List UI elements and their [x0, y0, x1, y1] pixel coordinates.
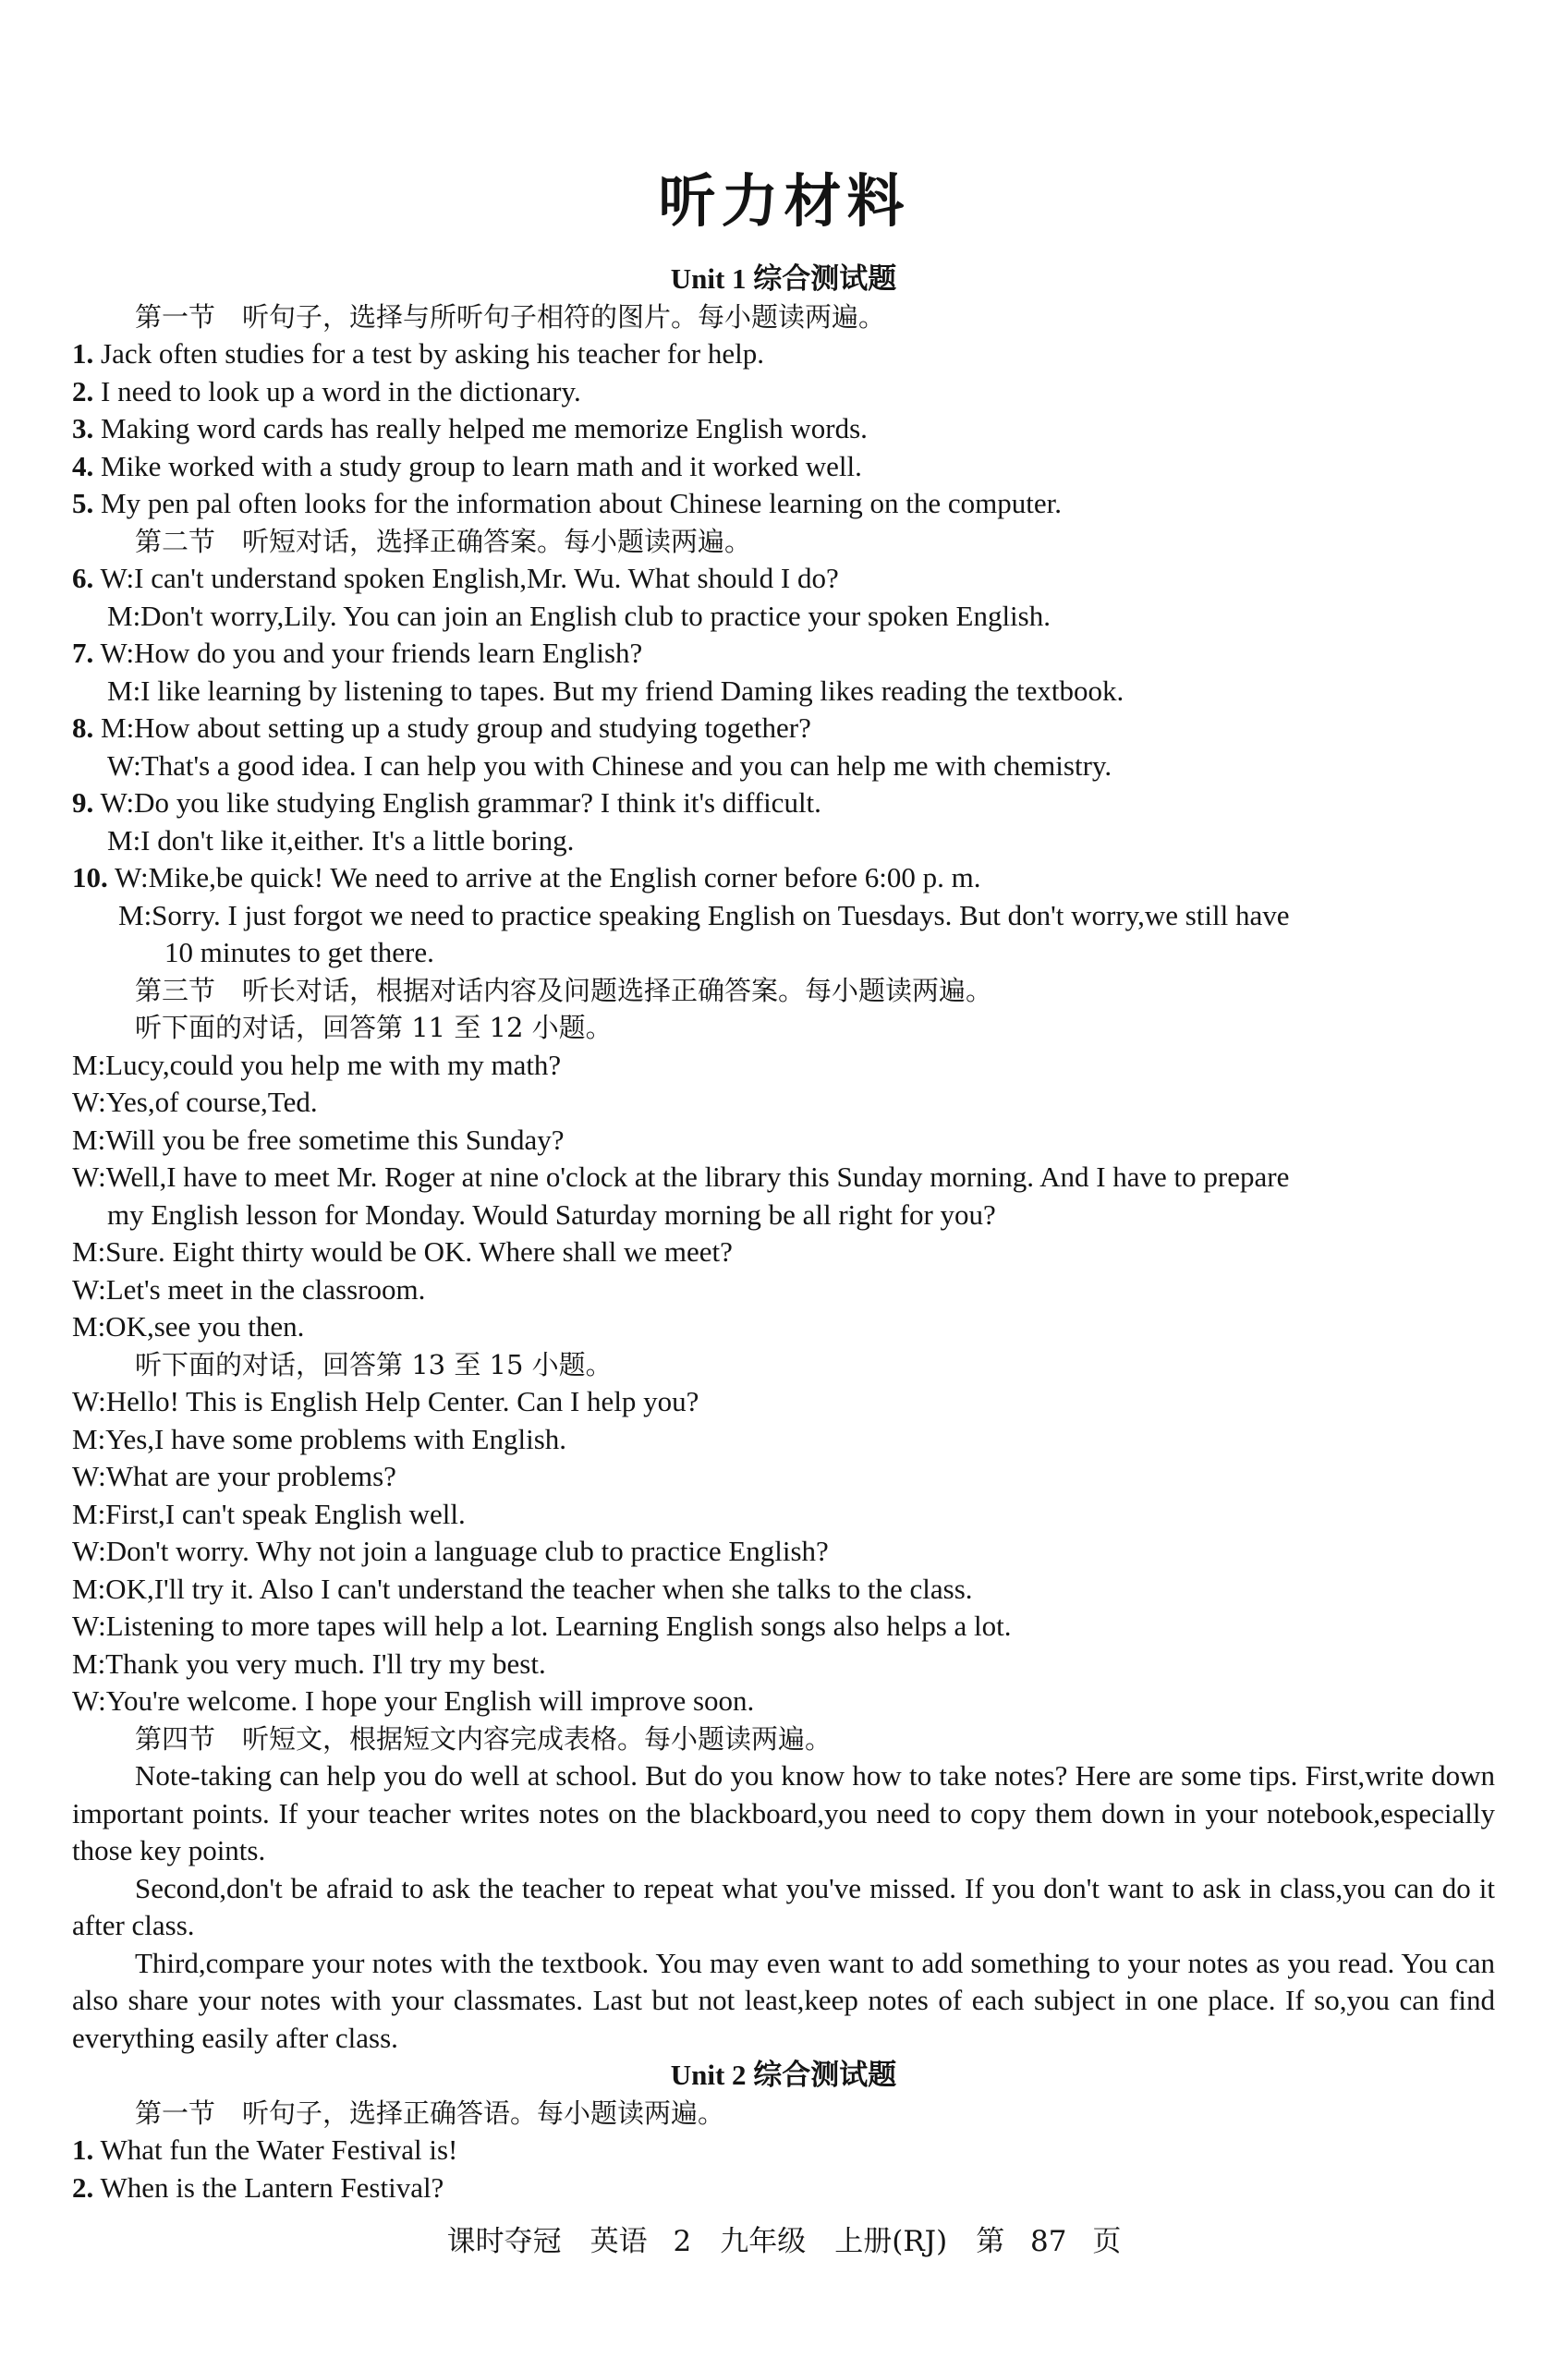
section-header: 第四节 听短文，根据短文内容完成表格。每小题读两遍。	[135, 1722, 833, 1755]
dialog-line: M:OK,see you then.	[72, 1310, 305, 1343]
item-number: 8.	[72, 711, 94, 744]
section-header: 第一节 听句子，选择与所听句子相符的图片。每小题读两遍。	[135, 300, 886, 333]
item-text: Making word cards has really helped me memorize English words.	[93, 412, 868, 444]
list-item	[72, 2170, 1495, 2207]
section-header: 第二节 听短对话，选择正确答案。每小题读两遍。	[135, 525, 752, 557]
dialog-line: M:I like learning by listening to tapes. But my friend Daming likes reading the textbook.	[107, 674, 1124, 707]
passage-paragraph: Third,compare your notes with the textbook. You may even want to add something to your notes as you read. You can also share your notes with your classmates. Last but not least,keep notes of each subject in one place. If so,you can find everything easily after class.	[72, 1946, 1495, 2054]
dialog-line: W:You're welcome. I hope your English will improve soon.	[72, 1684, 755, 1717]
item-text: What fun the Water Festival is!	[93, 2133, 458, 2166]
dialog-line: M:Sorry. I just forgot we need to practice speaking English on Tuesdays. But don't worry,we still have	[118, 898, 1290, 931]
page-footer: 课时夺冠 英语 2 九年级 上册(RJ) 第 87 页	[446, 2225, 1122, 2258]
dialog-line: M:Sure. Eight thirty would be OK. Where shall we meet?	[72, 1235, 733, 1268]
item-number: 2.	[72, 374, 94, 407]
dialog-line	[72, 635, 1495, 673]
item-number: 9.	[72, 786, 94, 819]
item-text: Mike worked with a study group to learn math and it worked well.	[93, 449, 862, 482]
passage-paragraph: Second,don't be afraid to ask the teacher to repeat what you've missed. If you don't want to ask in class,you can do it after class.	[72, 1871, 1495, 1941]
dialog-line: M:I don't like it,either. It's a little boring.	[107, 823, 575, 857]
dialog-line: M:Don't worry,Lily. You can join an English club to practice your spoken English.	[107, 599, 1051, 632]
item-text: My pen pal often looks for the information about Chinese learning on the computer.	[93, 487, 1062, 519]
item-number: 2.	[72, 2170, 94, 2204]
item-number: 6.	[72, 562, 94, 594]
item-number: 1.	[72, 337, 94, 370]
item-number: 5.	[72, 487, 94, 519]
dialog-line: W:Yes,of course,Ted.	[72, 1086, 318, 1118]
item-number: 3.	[72, 412, 94, 444]
list-item	[72, 410, 1495, 448]
dialog-intro: 听下面的对话，回答第 11 至 12 小题。	[135, 1012, 613, 1043]
item-text: I need to look up a word in the dictionary.	[93, 374, 581, 407]
dialog-line	[72, 710, 1495, 748]
unit2-heading: Unit 2 综合测试题	[670, 2059, 897, 2091]
item-text: M:How about setting up a study group and studying together?	[93, 711, 811, 744]
dialog-line: W:Let's meet in the classroom.	[72, 1272, 426, 1306]
item-number: 7.	[72, 637, 94, 669]
item-text: When is the Lantern Festival?	[93, 2170, 444, 2204]
dialog-line: M:Will you be free sometime this Sunday?	[72, 1123, 565, 1156]
item-text: W:Mike,be quick! We need to arrive at the English corner before 6:00 p. m.	[107, 861, 981, 893]
dialog-line: my English lesson for Monday. Would Saturday morning be all right for you?	[107, 1197, 996, 1231]
item-text: W:Do you like studying English grammar? I think it's difficult.	[93, 786, 821, 819]
dialog-line: M:OK,I'll try it. Also I can't understand the teacher when she talks to the class.	[72, 1572, 973, 1605]
item-number: 4.	[72, 449, 94, 482]
dialog-line	[72, 859, 1495, 897]
dialog-line: M:Lucy,could you help me with my math?	[72, 1048, 562, 1081]
list-item	[72, 485, 1495, 523]
dialog-line: M:First,I can't speak English well.	[72, 1497, 466, 1530]
unit1-heading: Unit 1 综合测试题	[670, 262, 897, 295]
dialog-line: W:What are your problems?	[72, 1460, 396, 1492]
page-title: 听力材料	[658, 167, 910, 235]
dialog-line: 10 minutes to get there.	[164, 936, 434, 968]
list-item	[72, 373, 1495, 411]
item-text: Jack often studies for a test by asking his teacher for help.	[93, 337, 764, 370]
dialog-intro: 听下面的对话，回答第 13 至 15 小题。	[135, 1348, 613, 1380]
dialog-line	[72, 560, 1495, 598]
dialog-line: W:Well,I have to meet Mr. Roger at nine o'clock at the library this Sunday morning. And I have to prepare	[72, 1161, 1290, 1193]
item-number: 1.	[72, 2133, 94, 2166]
dialog-line: W:Listening to more tapes will help a lot. Learning English songs also helps a lot.	[72, 1610, 1012, 1642]
item-text: W:I can't understand spoken English,Mr. Wu. What should I do?	[93, 562, 839, 594]
dialog-line: W:That's a good idea. I can help you with Chinese and you can help me with chemistry.	[107, 748, 1112, 782]
item-text: W:How do you and your friends learn English?	[93, 637, 643, 669]
list-item	[72, 2132, 1495, 2170]
section-header: 第一节 听句子，选择正确答语。每小题读两遍。	[135, 2097, 725, 2129]
list-item	[72, 335, 1495, 373]
dialog-line: M:Yes,I have some problems with English.	[72, 1422, 567, 1455]
dialog-line: M:Thank you very much. I'll try my best.	[72, 1647, 546, 1680]
dialog-line: W:Hello! This is English Help Center. Can I help you?	[72, 1385, 699, 1417]
document-body	[72, 261, 1495, 2206]
dialog-line	[72, 784, 1495, 822]
item-number: 10.	[72, 861, 108, 893]
section-header: 第三节 听长对话，根据对话内容及问题选择正确答案。每小题读两遍。	[135, 974, 993, 1006]
dialog-line: W:Don't worry. Why not join a language club to practice English?	[72, 1535, 829, 1567]
passage-paragraph: Note-taking can help you do well at school. But do you know how to take notes? Here are some tips. First,write down important points. If your teacher writes notes on the blackboard,you need to copy them down in your notebook,especially those key points.	[72, 1759, 1495, 1866]
list-item	[72, 448, 1495, 486]
